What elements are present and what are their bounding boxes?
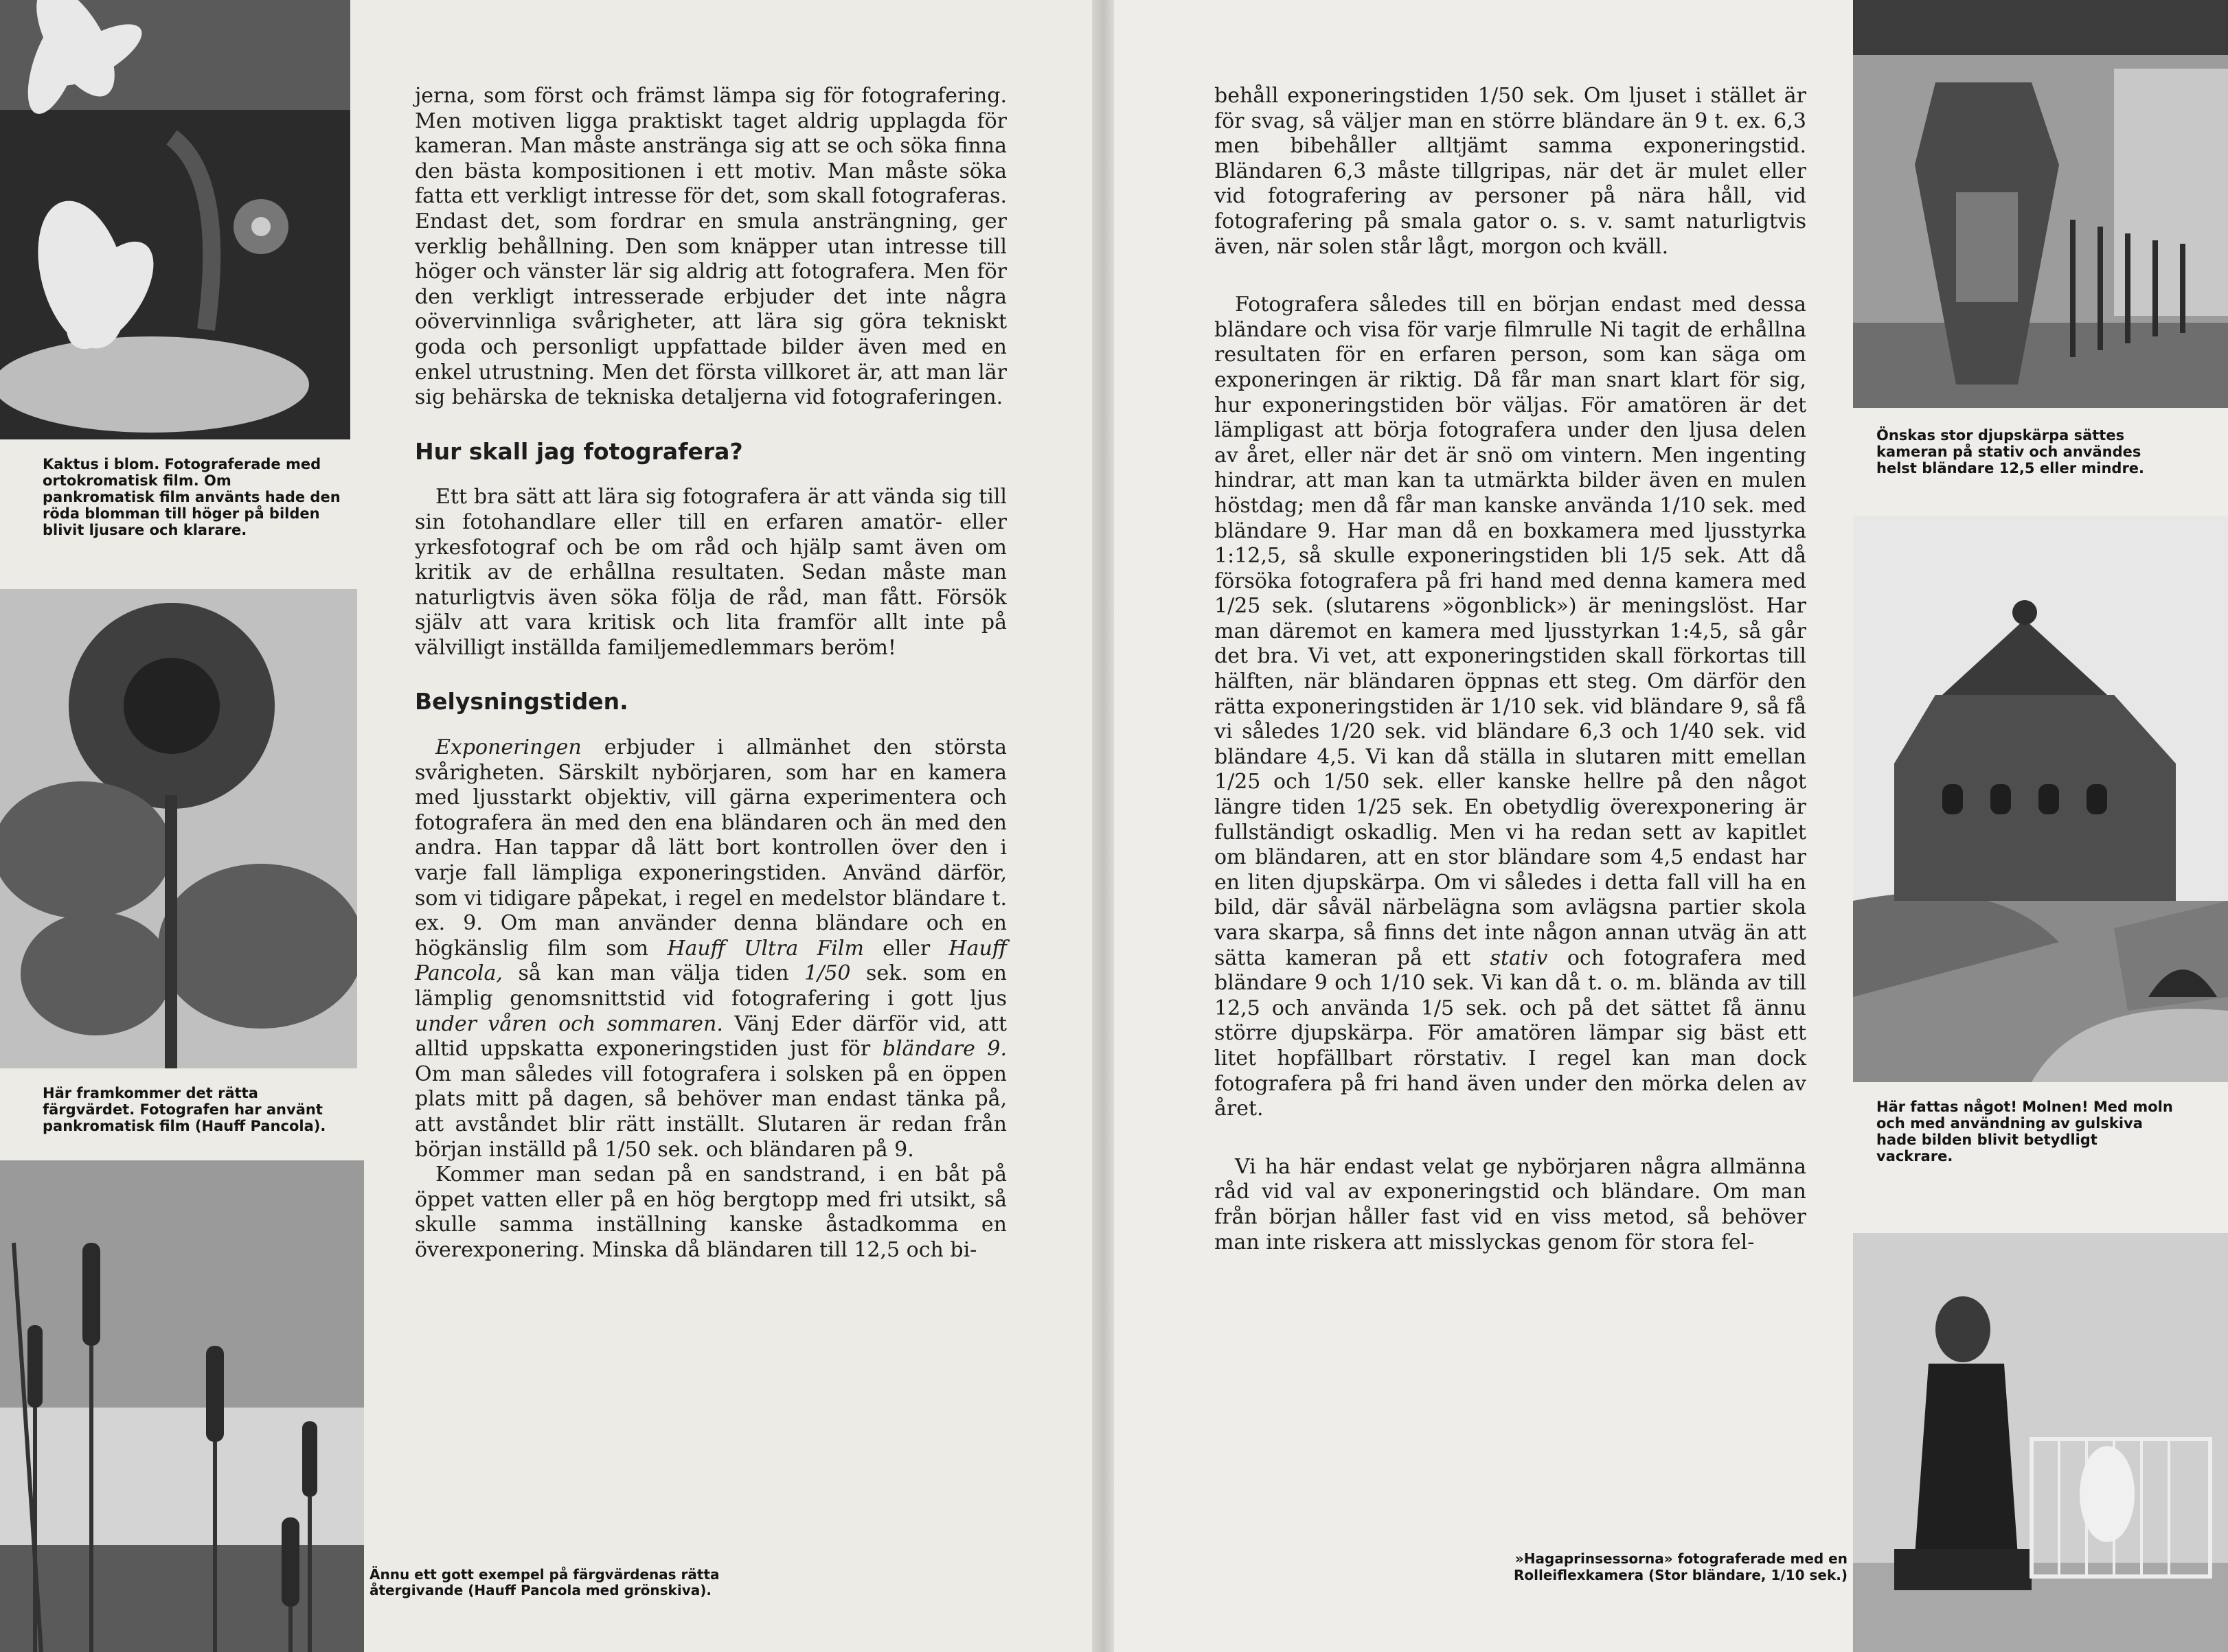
sunflower-photo [0, 589, 357, 1068]
heading-hur-skall-jag-fotografera: Hur skall jag fotografera? [415, 437, 743, 465]
fortress-photo [1853, 516, 2228, 1082]
left-para-4: Kommer man sedan på en sandstrand, i en båt på öppet vatten eller på en hög bergtopp med fri utsikt, så skulle samma inställning kanske åstadkomma en överexponering. Minska då bländaren till 12,5 och bi- [415, 1162, 1007, 1262]
text-span: och fotografera med bländare 9 och 1/10 sek. Vi kan då t. o. m. blända av till 12,5 och använda 1/5 sek. och på det sättet få ännu större djupskärpa. För amatören lämpar sig bäst ett litet hopfällbart rörstativ. I regel kan man dock fotografera på fri hand även under den mörka delen av året. [1214, 945, 1806, 1121]
text-span: erbjuder i allmänhet den största svårigheten. Särskilt nybörjaren, som har en kamera med ljusstarkt objektiv, vill gärna experimentera och fotografera än med den ena bländaren och än med den andra. Han tappar då lätt bort kontrollen över den i varje fall lämpliga exponeringstiden. Använd därför, som vi tidigare påpekat, i regel en medelstor bländare t. ex. 9. Om man använder denna bländare och en högkänslig film som [415, 735, 1007, 961]
italic-pancola: Hauff Pancola, [415, 936, 1008, 986]
left-para-3 [415, 735, 1007, 1162]
sunflower-caption: Här framkommer det rätta färgvärdet. Fotografen har använt pankromatisk film (Hauff Pancola). [43, 1085, 326, 1134]
italic-season: under våren och sommaren. [415, 1011, 723, 1036]
italic-aperture: bländare 9. [882, 1037, 1007, 1062]
right-para-2 [1214, 292, 1806, 1122]
cactus-caption: Kaktus i blom. Fotograferade med ortokromatisk film. Om pankromatisk film använts hade den röda blomman till höger på bilden blivit ljusare och klarare. [43, 456, 341, 538]
reeds-caption: Ännu ett gott exempel på färgvärdenas rätta återgivande (Hauff Pancola med grönskiva). [370, 1566, 720, 1598]
right-text-column [1214, 84, 1806, 1255]
italic-ultra-film: Hauff Ultra Film [667, 936, 864, 961]
italic-time: 1/50 [804, 961, 851, 986]
text-span: Fotografera således till en början endast med dessa bländare och visa för varje filmrulle Ni tagit de erhållna resultaten för en erfaren person, som kan säga om exponeringen är riktig. Då får man snart klart för sig, hur exponeringstiden bör väljas. För amatören är det lämpligast att börja fotografera under den ljusa delen av året, eller när det är snö om vintern. Men ingenting hindrar, att man kan ta utmärkta bilder även en mulen höstdag; men då får man kanske använda 1/10 sek. med bländare 9. Har man då en boxkamera med ljusstyrka 1:12,5, så skulle exponeringstiden bli 1/5 sek. Att då försöka fotografera på fri hand med denna kamera med 1/25 sek. (slutarens »ögonblick») är meningslöst. Har man däremot en kamera med ljusstyrkan 1:4,5, så går det bra. Vi vet, att exponeringstiden skall förkortas till hälften, när bländaren öppnas ett steg. Om därför den rätta exponeringstiden är 1/10 sek. vid bländare 9, så få vi således 1/20 sek. vid bländare 6,3 och 1/40 sek. vid bländare 4,5. Vi kan då ställa in slutaren mitt emellan 1/25 och 1/50 sek. eller kanske hellre på den något längre tiden 1/25 sek. En obetydlig överexponering är fullständigt oskadlig. Men vi ha redan sett av kapitlet om bländaren, att en stor bländare som 4,5 endast har en liten djupskärpa. Om vi således i detta fall vill ha en bild, där såväl närbelägna som avlägsna partier skola vara skarpa, så finns det inte någon annan utväg än att sätta kameran på ett [1214, 292, 1806, 970]
text-span: eller [863, 936, 949, 961]
right-para-3: Vi ha här endast velat ge nybörjaren några allmänna råd vid val av exponeringstid och bländare. Om man från början håller fast vid en viss metod, så behöver man inte riskera att misslyckas genom för stora fel- [1214, 1154, 1806, 1254]
cactus-photo [0, 0, 350, 439]
heading-belysningstiden: Belysningstiden. [415, 688, 628, 715]
book-gutter [1092, 0, 1114, 1652]
fortress-caption: Här fattas något! Molnen! Med moln och med användning av gulskiva hade bilden blivit betydligt vackrare. [1876, 1099, 2173, 1165]
church-caption: Önskas stor djupskärpa sättes kameran på stativ och användes helst bländare 12,5 eller mindre. [1876, 427, 2145, 477]
text-span: sek. som en lämplig genomsnittstid vid fotografering i gott ljus [415, 961, 1007, 1011]
right-para-1: behåll exponeringstiden 1/50 sek. Om ljuset i stället är för svag, så väljer man en större bländare än 9 t. ex. 6,3 men bibehåller alltjämt samma exponeringstid. Bländaren 6,3 måste tillgripas, när det är mulet eller vid fotografering av personer på nära håll, vid fotografering på smala gator o. s. v. samt naturligtvis även, när solen står lågt, morgon och kväll. [1214, 84, 1806, 259]
text-span: Vänj Eder därför vid, att alltid uppskatta exponeringstiden just för [415, 1011, 1007, 1062]
italic-exponeringen: Exponeringen [435, 735, 582, 760]
left-text-column [415, 84, 1007, 1263]
italic-stativ: stativ [1490, 945, 1548, 970]
church-photo [1853, 0, 2228, 408]
mother-caption: »Hagaprinsessorna» fotograferade med en Rolleiflexkamera (Stor bländare, 1/10 sek.) [1514, 1550, 1848, 1583]
left-para-2: Ett bra sätt att lära sig fotografera är att vända sig till sin fotohandlare eller till en erfaren amatör- eller yrkesfotograf och be om råd och hjälp samt även om kritik av de erhållna resultaten. Sedan måste man naturligtvis även söka följa de råd, man fått. Försök själv att vara kritisk och lita framför allt inte på välvilligt inställda familjemedlemmars beröm! [415, 485, 1007, 660]
left-para-1: jerna, som först och främst lämpa sig för fotografering. Men motiven ligga praktiskt taget aldrig upplagda för kameran. Man måste anstränga sig att se och söka finna den bästa kompositionen i ett motiv. Man måste söka fatta ett verkligt intresse för det, som skall fotograferas. Endast det, som fordrar en smula ansträngning, ger verklig behållning. Den som knäpper utan intresse till höger och vänster lär sig aldrig att fotografera. Men för den verkligt intresserade erbjuder det inte några oövervinnliga svårigheter, att lära sig göra tekniskt goda och personligt uppfattade bilder även med en enkel utrustning. Men det första villkoret är, att man lär sig behärska de tekniska detaljerna vid fotograferingen. [415, 84, 1007, 410]
text-span: så kan man välja tiden [502, 961, 805, 986]
mother-photo [1853, 1233, 2228, 1652]
text-span: Om man således vill fotografera i solsken på en öppen plats mitt på dagen, så behöver man endast tänka på, att avståndet blir rätt inställt. Slutaren är redan från början inställd på 1/50 sek. och bländaren på 9. [415, 1062, 1007, 1162]
reeds-photo [0, 1160, 364, 1652]
